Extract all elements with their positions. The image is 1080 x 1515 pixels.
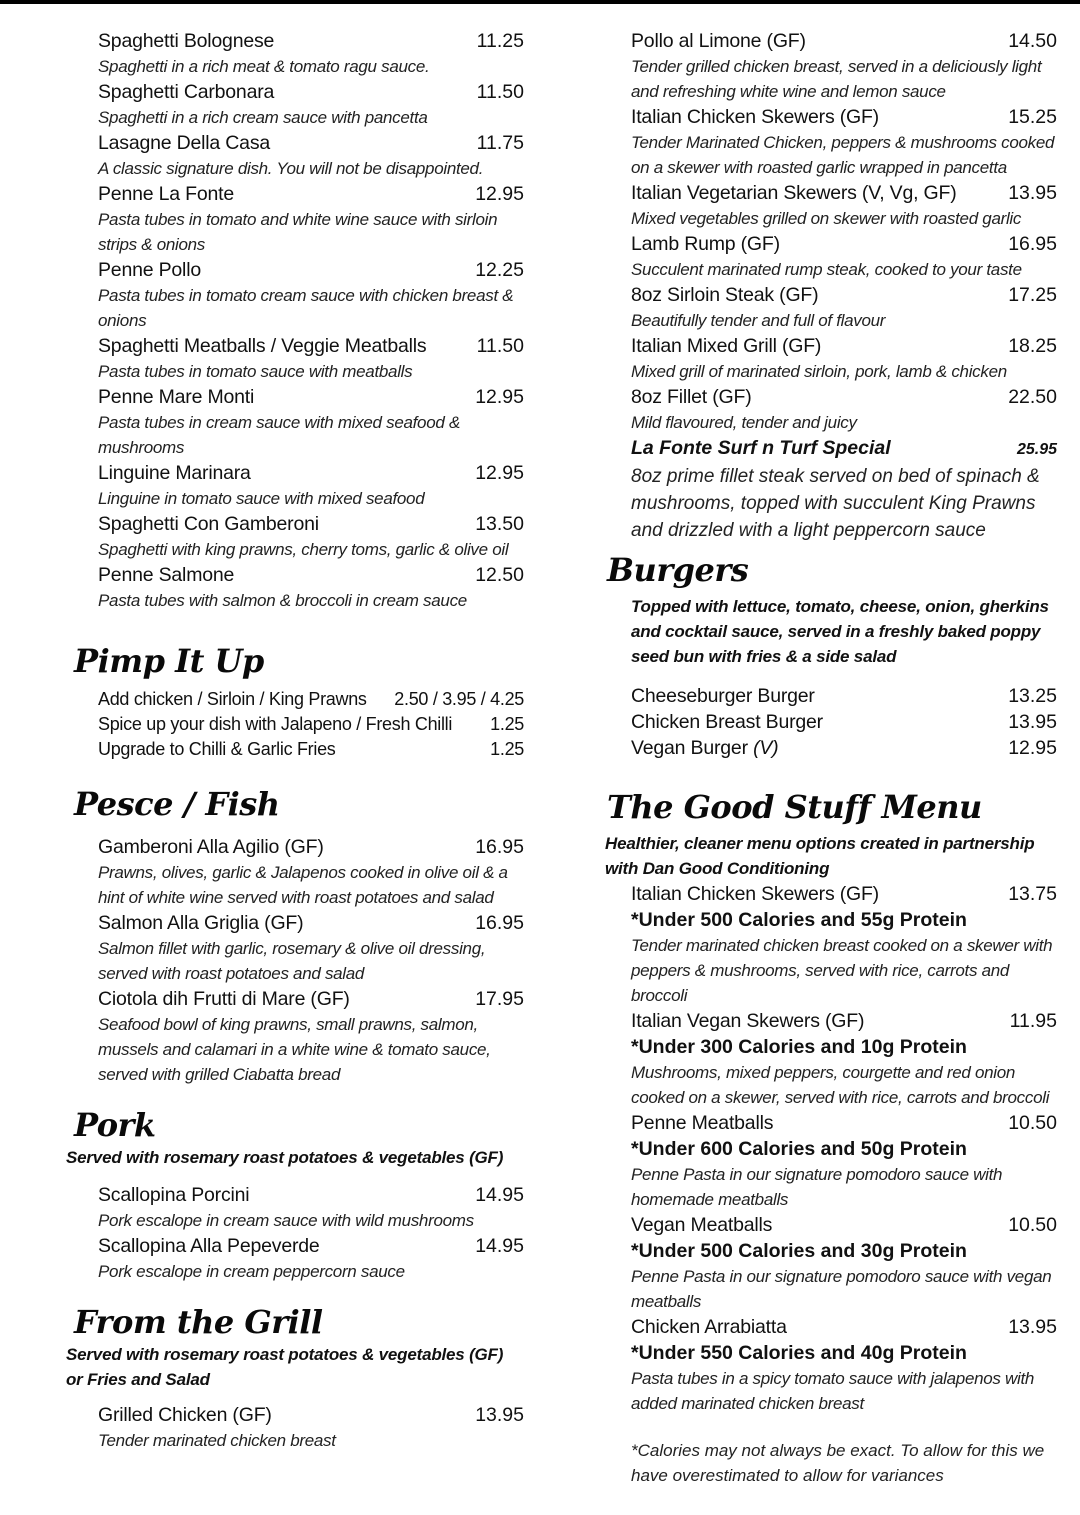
item-price: 16.95 — [1008, 233, 1057, 255]
menu-item — [98, 562, 524, 613]
menu-item — [631, 1008, 1057, 1110]
item-description: Mixed vegetables grilled on skewer with roasted garlic — [631, 209, 1022, 228]
menu-item — [631, 1110, 1057, 1212]
item-name: Italian Vegan Skewers (GF) — [631, 1010, 865, 1032]
item-price: 14.95 — [475, 1235, 524, 1257]
item-description: Pasta tubes in cream sauce with mixed seafood & mushrooms — [98, 413, 460, 457]
item-price: 12.95 — [475, 462, 524, 484]
item-price: 13.25 — [1008, 685, 1057, 707]
item-price: 14.50 — [1008, 30, 1057, 52]
item-name: 8oz Sirloin Steak (GF) — [631, 284, 819, 306]
calorie-footnote: *Calories may not always be exact. To allow for this we have overestimated to allow for variances — [631, 1441, 1045, 1485]
item-price: 18.25 — [1008, 335, 1057, 357]
menu-item — [98, 79, 524, 130]
burger-row — [631, 735, 1057, 761]
item-name: Lasagne Della Casa — [98, 132, 271, 154]
menu-item — [631, 180, 1057, 231]
menu-item — [98, 1182, 524, 1233]
section-heading: Pimp It Up — [74, 642, 264, 680]
item-description: Pasta tubes in tomato cream sauce with chicken breast & onions — [98, 286, 514, 330]
addon-name: Spice up your dish with Jalapeno / Fresh Chilli — [98, 714, 453, 734]
item-name: Pollo al Limone (GF) — [631, 30, 806, 52]
item-description: Tender marinated chicken breast cooked on a skewer with peppers & mushrooms, served with rice, carrots and broccoli — [631, 936, 1053, 1005]
item-price: 11.75 — [476, 132, 524, 154]
item-name: Penne Pollo — [98, 259, 201, 281]
section-heading: From the Grill — [74, 1303, 323, 1341]
top-border — [0, 0, 1080, 4]
calorie-info: *Under 500 Calories and 30g Protein — [631, 1240, 967, 1262]
item-description: Linguine in tomato sauce with mixed seafood — [98, 489, 425, 508]
item-name: Vegan Meatballs — [631, 1214, 773, 1236]
addon-price: 2.50 / 3.95 / 4.25 — [394, 689, 524, 709]
menu-item — [631, 231, 1057, 282]
addon-row — [98, 712, 524, 737]
special-item — [631, 435, 1057, 544]
item-price: 13.95 — [1008, 1316, 1057, 1338]
menu-item — [98, 1233, 524, 1284]
menu-item — [98, 1402, 524, 1453]
item-price: 12.95 — [475, 386, 524, 408]
item-description: Tender grilled chicken breast, served in a deliciously light and refreshing white wine and lemon sauce — [631, 57, 1042, 101]
item-price: 12.95 — [475, 183, 524, 205]
item-price: 13.95 — [1008, 182, 1057, 204]
item-name: Vegan Burger — [631, 737, 748, 759]
burger-row — [631, 683, 1057, 709]
item-name: Salmon Alla Griglia (GF) — [98, 912, 304, 934]
item-name: Penne Salmone — [98, 564, 235, 586]
menu-item — [631, 1212, 1057, 1314]
item-description: Penne Pasta in our signature pomodoro sauce with vegan meatballs — [631, 1267, 1052, 1311]
calorie-info: *Under 300 Calories and 10g Protein — [631, 1036, 967, 1058]
left-column — [66, 28, 524, 1453]
item-price: 13.75 — [1008, 883, 1057, 905]
item-name: Penne Mare Monti — [98, 386, 255, 408]
item-price: 12.95 — [1008, 737, 1057, 759]
menu-item — [98, 130, 524, 181]
section-intro: Served with rosemary roast potatoes & vegetables (GF) or Fries and Salad — [66, 1345, 504, 1389]
item-price: 16.95 — [475, 836, 524, 858]
menu-item — [631, 333, 1057, 384]
addon-name: Upgrade to Chilli & Garlic Fries — [98, 739, 336, 759]
right-column — [605, 28, 1057, 1488]
section-heading: The Good Stuff Menu — [607, 788, 982, 826]
section-heading: Pork — [74, 1106, 156, 1144]
section-heading: Burgers — [607, 551, 749, 589]
item-description: Spaghetti in a rich meat & tomato ragu sauce. — [98, 57, 430, 76]
addon-row — [98, 687, 524, 712]
item-description: Penne Pasta in our signature pomodoro sauce with homemade meatballs — [631, 1165, 1003, 1209]
menu-item — [631, 104, 1057, 180]
item-name: Scallopina Porcini — [98, 1184, 250, 1206]
item-description: Mushrooms, mixed peppers, courgette and red onion cooked on a skewer, served with rice, carrots and broccoli — [631, 1063, 1050, 1107]
menu-item — [98, 181, 524, 257]
item-price: 10.50 — [1008, 1214, 1057, 1236]
item-name: Lamb Rump (GF) — [631, 233, 780, 255]
item-price: 15.25 — [1008, 106, 1057, 128]
pasta-section — [98, 28, 524, 613]
item-name: Chicken Arrabiatta — [631, 1316, 787, 1338]
grill-section — [66, 1302, 524, 1453]
item-price: 14.95 — [475, 1184, 524, 1206]
item-name: Spaghetti Bolognese — [98, 30, 275, 52]
item-name: Spaghetti Con Gamberoni — [98, 513, 319, 535]
calorie-info: *Under 600 Calories and 50g Protein — [631, 1138, 967, 1160]
item-name: Italian Vegetarian Skewers (V, Vg, GF) — [631, 182, 957, 204]
calorie-info: *Under 550 Calories and 40g Protein — [631, 1342, 967, 1364]
item-name: Grilled Chicken (GF) — [98, 1404, 272, 1426]
item-price: 13.50 — [475, 513, 524, 535]
item-description: Spaghetti in a rich cream sauce with pancetta — [98, 108, 428, 127]
grill-section-continued — [631, 28, 1057, 544]
item-price: 22.50 — [1008, 386, 1057, 408]
menu-item — [98, 986, 524, 1087]
menu-item — [631, 28, 1057, 104]
item-name: Penne Meatballs — [631, 1112, 774, 1134]
item-name: Gamberoni Alla Agilio (GF) — [98, 836, 324, 858]
item-name: Spaghetti Carbonara — [98, 81, 275, 103]
item-price: 11.50 — [476, 335, 524, 357]
item-description: Pasta tubes with salmon & broccoli in cream sauce — [98, 591, 467, 610]
goodstuff-section — [605, 787, 1057, 1488]
menu-item — [98, 28, 524, 79]
item-description: Pasta tubes in a spicy tomato sauce with jalapenos with added marinated chicken breast — [631, 1369, 1035, 1413]
menu-item — [631, 384, 1057, 435]
item-name: Linguine Marinara — [98, 462, 251, 484]
item-price: 11.95 — [1009, 1010, 1057, 1032]
item-description: Seafood bowl of king prawns, small prawns, salmon, mussels and calamari in a white wine & tomato sauce, served with grilled Ciabatta bread — [98, 1015, 491, 1084]
menu-item — [98, 910, 524, 986]
special-price: 25.95 — [1016, 441, 1057, 458]
section-intro: Topped with lettuce, tomato, cheese, onion, gherkins and cocktail sauce, served in a freshly baked poppy seed bun with fries & a side salad — [631, 597, 1049, 666]
item-description: Pork escalope in cream peppercorn sauce — [98, 1262, 405, 1281]
item-name: Spaghetti Meatballs / Veggie Meatballs — [98, 335, 427, 357]
item-description: A classic signature dish. You will not be disappointed. — [98, 159, 484, 178]
item-name: Italian Chicken Skewers (GF) — [631, 106, 879, 128]
item-description: Mixed grill of marinated sirloin, pork, lamb & chicken — [631, 362, 1007, 381]
burger-row — [631, 709, 1057, 735]
item-description: Salmon fillet with garlic, rosemary & olive oil dressing, served with roast potatoes and salad — [98, 939, 486, 983]
addon-row — [98, 737, 524, 762]
item-price: 11.25 — [476, 30, 524, 52]
item-description: Mild flavoured, tender and juicy — [631, 413, 857, 432]
item-name: Chicken Breast Burger — [631, 711, 823, 733]
menu-item — [631, 282, 1057, 333]
item-name: 8oz Fillet (GF) — [631, 386, 752, 408]
item-description: Beautifully tender and full of flavour — [631, 311, 886, 330]
item-price: 11.50 — [476, 81, 524, 103]
section-intro: Served with rosemary roast potatoes & vegetables (GF) — [66, 1148, 504, 1167]
menu-item — [98, 511, 524, 562]
item-description: Spaghetti with king prawns, cherry toms, garlic & olive oil — [98, 540, 509, 559]
item-description: Prawns, olives, garlic & Jalapenos cooked in olive oil & a hint of white wine served with roast potatoes and salad — [98, 863, 508, 907]
menu-item — [98, 257, 524, 333]
burgers-section — [607, 550, 1057, 761]
addon-name: Add chicken / Sirloin / King Prawns — [98, 689, 367, 709]
item-description: Pork escalope in cream sauce with wild mushrooms — [98, 1211, 474, 1230]
special-name: La Fonte Surf n Turf Special — [631, 437, 891, 459]
item-description: Succulent marinated rump steak, cooked to your taste — [631, 260, 1022, 279]
addon-price: 1.25 — [490, 714, 524, 734]
item-name: Penne La Fonte — [98, 183, 234, 205]
pimp-section — [74, 641, 524, 762]
menu-item — [631, 881, 1057, 1008]
item-price: 13.95 — [1008, 711, 1057, 733]
section-intro: Healthier, cleaner menu options created in partnership with Dan Good Conditioning — [605, 834, 1035, 878]
menu-item — [631, 1314, 1057, 1416]
special-description: 8oz prime fillet steak served on bed of spinach & mushrooms, topped with succulent King Prawns and drizzled with a light peppercorn sauce — [631, 466, 1040, 541]
item-description: Tender Marinated Chicken, peppers & mushrooms cooked on a skewer with roasted garlic wrapped in pancetta — [631, 133, 1055, 177]
menu-item — [98, 834, 524, 910]
item-name: Cheeseburger Burger — [631, 685, 815, 707]
item-name: Italian Mixed Grill (GF) — [631, 335, 822, 357]
fish-section — [74, 784, 524, 1087]
item-price: 17.95 — [475, 988, 524, 1010]
item-price: 10.50 — [1008, 1112, 1057, 1134]
item-price: 17.25 — [1008, 284, 1057, 306]
calorie-info: *Under 500 Calories and 55g Protein — [631, 909, 967, 931]
pork-section — [66, 1105, 524, 1284]
menu-item — [98, 384, 524, 460]
item-price: 12.50 — [475, 564, 524, 586]
diet-tag: (V) — [753, 737, 779, 759]
item-name: Ciotola dih Frutti di Mare (GF) — [98, 988, 350, 1010]
section-heading: Pesce / Fish — [74, 785, 280, 823]
item-description: Pasta tubes in tomato sauce with meatballs — [98, 362, 413, 381]
item-name-wrap — [631, 735, 778, 761]
item-price: 12.25 — [475, 259, 524, 281]
item-name: Italian Chicken Skewers (GF) — [631, 883, 879, 905]
addon-price: 1.25 — [490, 739, 524, 759]
item-description: Tender marinated chicken breast — [98, 1431, 336, 1450]
item-name: Scallopina Alla Pepeverde — [98, 1235, 320, 1257]
item-price: 16.95 — [475, 912, 524, 934]
item-description: Pasta tubes in tomato and white wine sauce with sirloin strips & onions — [98, 210, 498, 254]
item-price: 13.95 — [475, 1404, 524, 1426]
menu-item — [98, 460, 524, 511]
menu-item — [98, 333, 524, 384]
